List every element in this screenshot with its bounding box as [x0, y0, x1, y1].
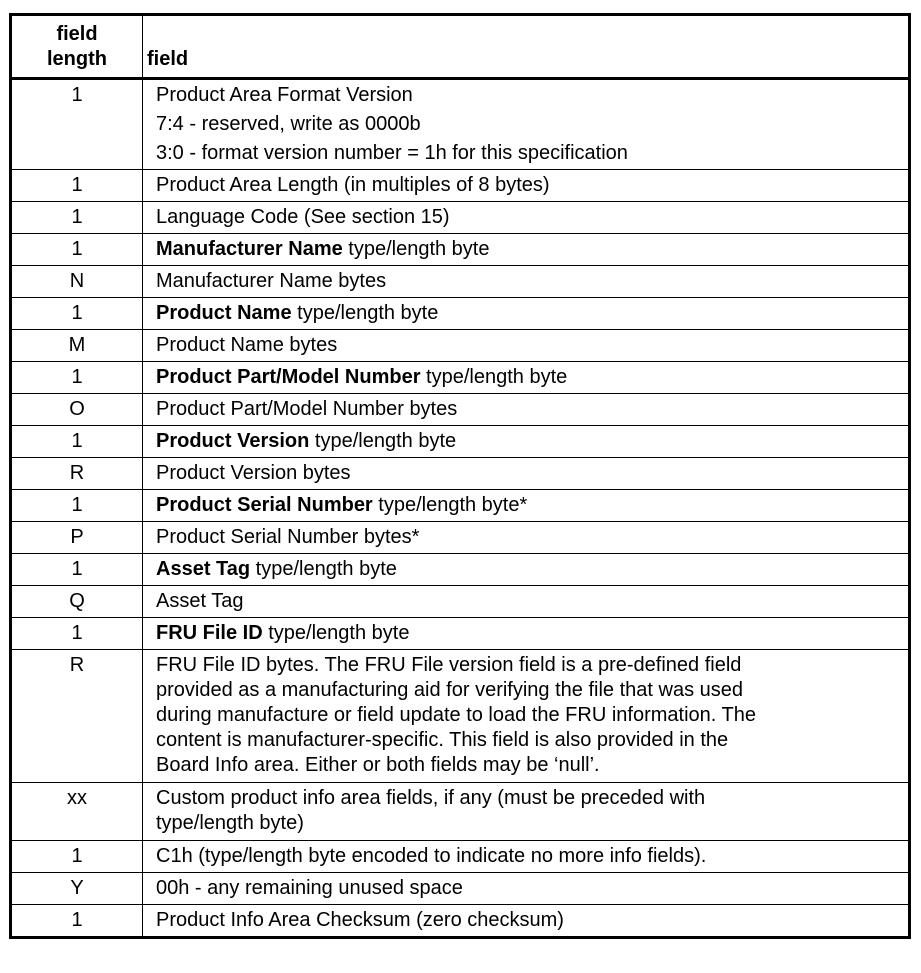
field-description-paragraph — [156, 653, 900, 778]
field-description-cell — [143, 234, 910, 266]
table-row — [11, 458, 910, 490]
table-row — [11, 618, 910, 650]
table-row — [11, 170, 910, 202]
field-description-text: Manufacturer Name bytes — [156, 270, 387, 292]
field-length-cell: 1 — [11, 234, 143, 266]
field-length-cell: 1 — [11, 490, 143, 522]
field-length-cell: 1 — [11, 202, 143, 234]
field-description-cell — [143, 522, 910, 554]
field-description-text: Product Name bytes — [156, 334, 338, 356]
field-description-line: type/length byte) — [156, 812, 304, 834]
field-length-cell: 1 — [11, 170, 143, 202]
field-length-cell: 1 — [11, 905, 143, 938]
field-description-cell — [143, 650, 910, 783]
field-description-cell — [143, 841, 910, 873]
field-length-column-header — [11, 15, 143, 79]
field-description-text: type/length byte — [420, 366, 568, 388]
field-description-line: Custom product info area fields, if any (must be preceded with — [156, 787, 706, 809]
field-description-text: Product Area Length (in multiples of 8 bytes) — [156, 174, 550, 196]
field-description-text: type/length byte* — [372, 494, 528, 516]
table-body — [11, 79, 910, 938]
table-row — [11, 586, 910, 618]
field-length-cell: Q — [11, 586, 143, 618]
field-length-cell: 1 — [11, 362, 143, 394]
field-description-text: Language Code (See section 15) — [156, 206, 450, 228]
field-description-text: type/length byte — [250, 558, 397, 580]
field-description-text: Product Serial Number bytes* — [156, 526, 420, 548]
field-name-bold: FRU File ID — [156, 622, 263, 644]
field-description-cell — [143, 586, 910, 618]
field-length-cell: 1 — [11, 554, 143, 586]
field-description-line: Product Area Format Version — [156, 84, 413, 106]
field-description-cell — [143, 873, 910, 905]
field-length-cell: R — [11, 650, 143, 783]
table-row — [11, 202, 910, 234]
field-length-cell: N — [11, 266, 143, 298]
table-row — [11, 554, 910, 586]
field-description-cell — [143, 458, 910, 490]
field-description-text: C1h (type/length byte encoded to indicate no more info fields). — [156, 845, 707, 867]
field-description-cell — [143, 426, 910, 458]
field-length-header-line: length — [47, 48, 107, 70]
field-length-cell: 1 — [11, 426, 143, 458]
field-description-cell — [143, 554, 910, 586]
field-description-text: 00h - any remaining unused space — [156, 877, 463, 899]
field-description-text: type/length byte — [262, 622, 410, 644]
field-length-cell: Y — [11, 873, 143, 905]
field-length-cell: 1 — [11, 79, 143, 170]
table-row — [11, 490, 910, 522]
field-column-header: field — [143, 15, 910, 79]
field-description-text: Product Version bytes — [156, 462, 351, 484]
field-description-text: type/length byte — [309, 430, 457, 452]
field-name-bold: Product Name — [156, 302, 292, 324]
table-row — [11, 298, 910, 330]
table-row — [11, 783, 910, 841]
table-row — [11, 234, 910, 266]
field-description-text: Product Part/Model Number bytes — [156, 398, 458, 420]
field-name-bold: Asset Tag — [156, 558, 251, 580]
field-description-text: Product Info Area Checksum (zero checksum) — [156, 909, 564, 931]
product-info-area-table — [9, 13, 911, 939]
field-length-cell: P — [11, 522, 143, 554]
table-row — [11, 650, 910, 783]
field-description-cell — [143, 783, 910, 841]
field-description-cell — [143, 79, 910, 170]
field-description-cell — [143, 490, 910, 522]
field-name-bold: Product Part/Model Number — [156, 366, 421, 388]
field-description-line: content is manufacturer-specific. This field is also provided in the — [156, 729, 729, 751]
table-row — [11, 79, 910, 170]
field-description-cell — [143, 394, 910, 426]
table-row — [11, 841, 910, 873]
field-length-cell: 1 — [11, 298, 143, 330]
table-row — [11, 362, 910, 394]
field-description-line: 3:0 - format version number = 1h for this specification — [156, 142, 628, 164]
table-row — [11, 873, 910, 905]
field-length-cell: 1 — [11, 841, 143, 873]
field-description-line: 7:4 - reserved, write as 0000b — [156, 113, 421, 135]
field-description-line: during manufacture or field update to load the FRU information. The — [156, 704, 756, 726]
field-description-cell — [143, 330, 910, 362]
field-description-paragraph — [156, 786, 900, 836]
table-header-row — [11, 15, 910, 79]
field-description-cell — [143, 362, 910, 394]
field-name-bold: Manufacturer Name — [156, 238, 343, 260]
field-description-text: type/length byte — [291, 302, 439, 324]
field-description-text: Asset Tag — [156, 590, 244, 612]
table-row — [11, 522, 910, 554]
field-length-cell: O — [11, 394, 143, 426]
field-name-bold: Product Version — [156, 430, 310, 452]
field-description-line: Board Info area. Either or both fields may be ‘null’. — [156, 754, 600, 776]
table-row — [11, 330, 910, 362]
field-length-cell: R — [11, 458, 143, 490]
field-length-cell: M — [11, 330, 143, 362]
field-description-line: provided as a manufacturing aid for verifying the file that was used — [156, 679, 743, 701]
field-description-cell — [143, 905, 910, 938]
table-row — [11, 426, 910, 458]
field-description-cell — [143, 618, 910, 650]
field-name-bold: Product Serial Number — [156, 494, 373, 516]
field-description-cell — [143, 266, 910, 298]
field-description-text: type/length byte — [342, 238, 490, 260]
field-description-cell — [143, 202, 910, 234]
table-row — [11, 394, 910, 426]
table-row — [11, 905, 910, 938]
field-description-cell — [143, 170, 910, 202]
field-length-cell: 1 — [11, 618, 143, 650]
field-length-header-line: field — [56, 23, 98, 45]
table-row — [11, 266, 910, 298]
field-length-cell: xx — [11, 783, 143, 841]
field-description-line: FRU File ID bytes. The FRU File version field is a pre-defined field — [156, 654, 742, 676]
field-description-cell — [143, 298, 910, 330]
